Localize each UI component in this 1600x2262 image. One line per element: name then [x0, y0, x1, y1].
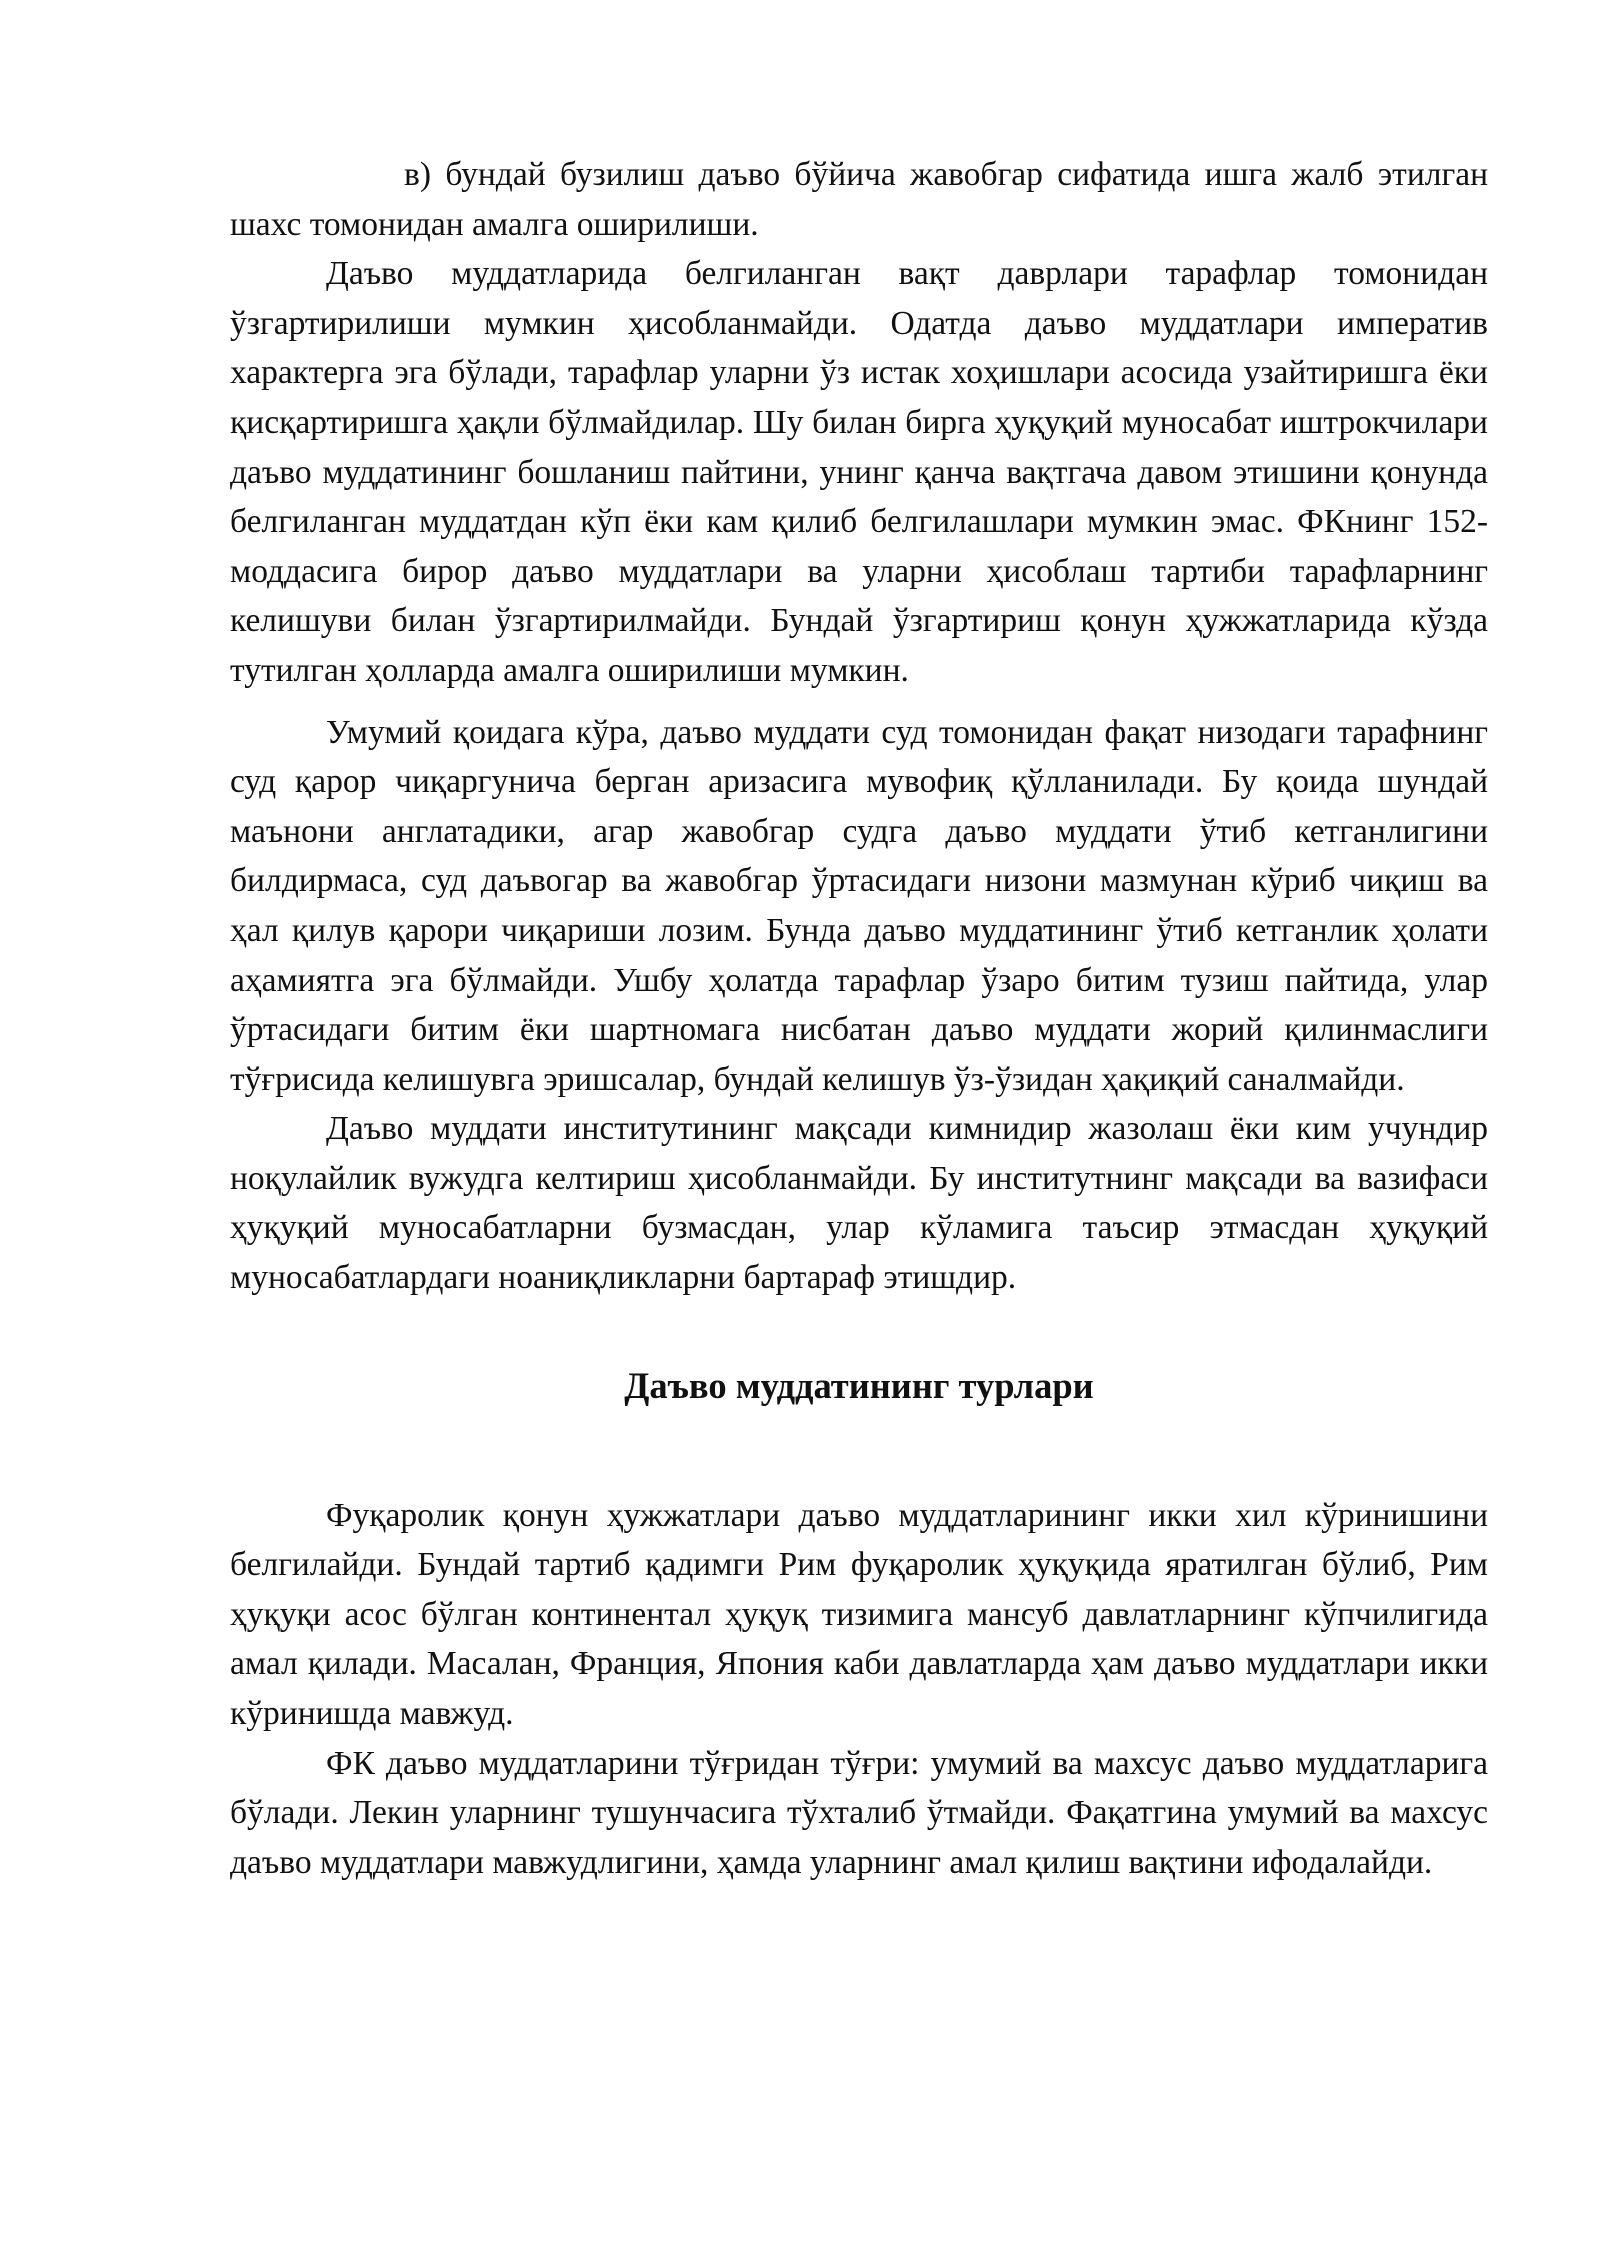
section-heading: Даъво муддатининг турлари [624, 1364, 1094, 1406]
paragraph-claim-periods-imperative: Даъво муддатларида белгиланган вақт даврлари тарафлар томонидан ўзгартирилиши мумкин ҳисобланмайди. Одатда даъво муддатлари императив характерга эга бўлади, тарафлар уларни ўз истак хоҳишлари асосида узайтиришга ёки қисқартиришга ҳақли бўлмайдилар. Шу билан бирга ҳуқуқий муносабат иштрокчилари даъво муддатининг бошланиш пайтини, унинг қанча вақтгача давом этишини қонунда белгиланган муддатдан кўп ёки кам қилиб белгилашлари мумкин эмас. ФКнинг 152-моддасига бирор даъво муддатлари ва уларни ҳисоблаш тартиби тарафларнинг келишуви билан ўзгартирилмайди. Бундай ўзгартириш қонун ҳужжатларида кўзда тутилган ҳолларда амалга оширилиши мумкин. [230, 255, 1488, 689]
paragraph-civil-legislation: Фуқаролик қонун ҳужжатлари даъво муддатларининг икки хил кўринишини белгилайди. Бундай тартиб қадимги Рим фуқаролик ҳуқуқида яратилган бўлиб, Рим ҳуқуқи асос бўлган континентал ҳуқуқ тизимига мансуб давлатларнинг кўпчилигида амал қилади. Масалан, Франция, Япония каби давлатларда ҳам даъво муддатлари икки кўринишда мавжуд. [230, 1496, 1488, 1733]
paragraph-fk-division: ФК даъво муддатларини тўғридан тўғри: умумий ва махсус даъво муддатларига бўлади. Лекин уларнинг тушунчасига тўхталиб ўтмайди. Фақатгина умумий ва махсус даъво муддатлари мавжудлигини, ҳамда уларнинг амал қилиш вақтини ифодалайди. [230, 1744, 1488, 1881]
paragraph-item-v: в) бундай бузилиш даъво бўйича жавобгар сифатида ишга жалб этилган шахс томонидан амалга оширилиши. [230, 156, 1488, 243]
paragraph-institute-purpose: Даъво муддати институтининг мақсади кимнидир жазолаш ёки ким учундир ноқулайлик вужудга келтириш ҳисобланмайди. Бу институтнинг мақсади ва вазифаси ҳуқуқий муносабатларни бузмасдан, улар кўламига таъсир этмасдан ҳуқуқий муносабатлардаги ноаниқликларни бартараф этишдир. [230, 1110, 1488, 1297]
document-page [230, 150, 1488, 1887]
paragraph-general-rule: Умумий қоидага кўра, даъво муддати суд томонидан фақат низодаги тарафнинг суд қарор чиқаргунича берган аризасига мувофиқ қўлланилади. Бу қоида шундай маънони англатадики, агар жавобгар судга даъво муддати ўтиб кетганлигини билдирмаса, суд даъвогар ва жавобгар ўртасидаги низони мазмунан кўриб чиқиш ва ҳал қилув қарори чиқариши лозим. Бунда даъво муддатининг ўтиб кетганлик ҳолати аҳамиятга эга бўлмайди. Ушбу ҳолатда тарафлар ўзаро битим тузиш пайтида, улар ўртасидаги битим ёки шартномага нисбатан даъво муддати жорий қилинмаслиги тўғрисида келишувга эришсалар, бундай келишув ўз-ўзидан ҳақиқий саналмайди. [230, 713, 1488, 1098]
